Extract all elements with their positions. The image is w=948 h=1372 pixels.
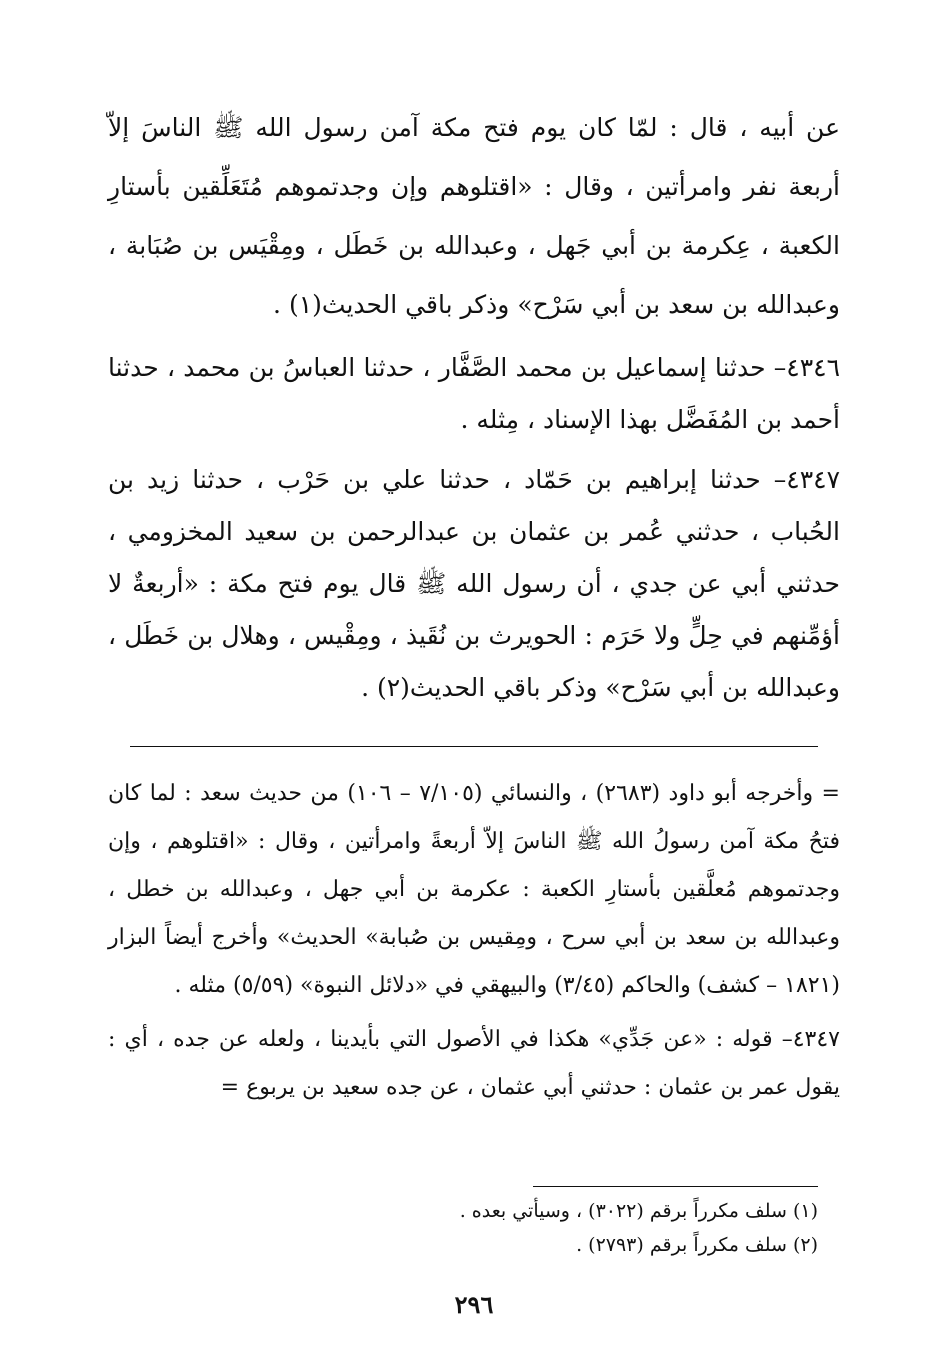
- paragraph-4346: ٤٣٤٦– حدثنا إسماعيل بن محمد الصَّفَّار ، حدثنا العباسُ بن محمد ، حدثنا أحمد بن المُفَضَّل بهذا الإسناد ، مِثله .: [108, 353, 840, 434]
- footnote-separator: [533, 1186, 818, 1187]
- paragraph-4347: ٤٣٤٧– حدثنا إبراهيم بن حَمّاد ، حدثنا علي بن حَرْب ، حدثنا زيد بن الحُباب ، حدثني عُمر بن عثمان بن عبدالرحمن بن سعيد المخزومي ، حدثني أبي عن جدي ، أن رسول الله ﷺ قال يوم فتح مكة : «أربعةٌ لا أؤمِّنهم في حِلٍّ ولا حَرَم : الحويرث بن نُقَيذ ، ومِقْيس ، وهلال بن خَطَل ، وعبدالله بن أبي سَرْح» وذكر باقي الحديث(٢) .: [108, 465, 840, 702]
- main-text: [108, 98, 840, 722]
- footnote-1: (١) سلف مكرراً برقم (٣٠٢٢) ، وسيأتي بعده .: [459, 1200, 818, 1222]
- commentary-continued: = وأخرجه أبو داود (٢٦٨٣) ، والنسائي (٧/١٠٥ – ١٠٦) من حديث سعد : لما كان فتحُ مكة آمن رسولُ الله ﷺ الناسَ إلاّ أربعةً وامرأتين ، وقال : «اقتلوهم ، وإن وجدتموهم مُعلَّقين بأستارِ الكعبة : عكرمة بن أبي جهل ، وعبدالله بن خطل ، وعبدالله بن سعد بن أبي سرح ، ومِقيس بن صُبابة» الحديث» وأخرج أيضاً البزار (١٨٢١ – كشف) والحاكم (٣/٤٥) والبيهقي في «دلائل النبوة» (٥/٥٩) مثله .: [108, 781, 840, 998]
- footnote-2: (٢) سلف مكرراً برقم (٢٧٩٣) .: [576, 1234, 818, 1256]
- commentary-4347: ٤٣٤٧– قوله : «عن جَدِّي» هكذا في الأصول التي بأيدينا ، ولعله عن جده ، أي : يقول عمر بن عثمان : حدثني أبي عثمان ، عن جده سعيد بن يربوع =: [108, 1027, 840, 1100]
- paragraph-intro: عن أبيه ، قال : لمّا كان يوم فتح مكة آمن رسول الله ﷺ الناسَ إلاّ أربعة نفر وامرأتين ، وقال : «اقتلوهم وإن وجدتموهم مُتَعَلِّقين بأستارِ الكعبة ، عِكرمة بن أبي جَهل ، وعبدالله بن خَطَل ، ومِقْيَس بن صُبَابة ، وعبدالله بن سعد بن أبي سَرْح» وذكر باقي الحديث(١) .: [108, 113, 840, 319]
- footnotes: [200, 1194, 818, 1262]
- commentary: [108, 770, 840, 1118]
- notes-separator: [130, 746, 818, 747]
- page-number: ٢٩٦: [454, 1290, 494, 1319]
